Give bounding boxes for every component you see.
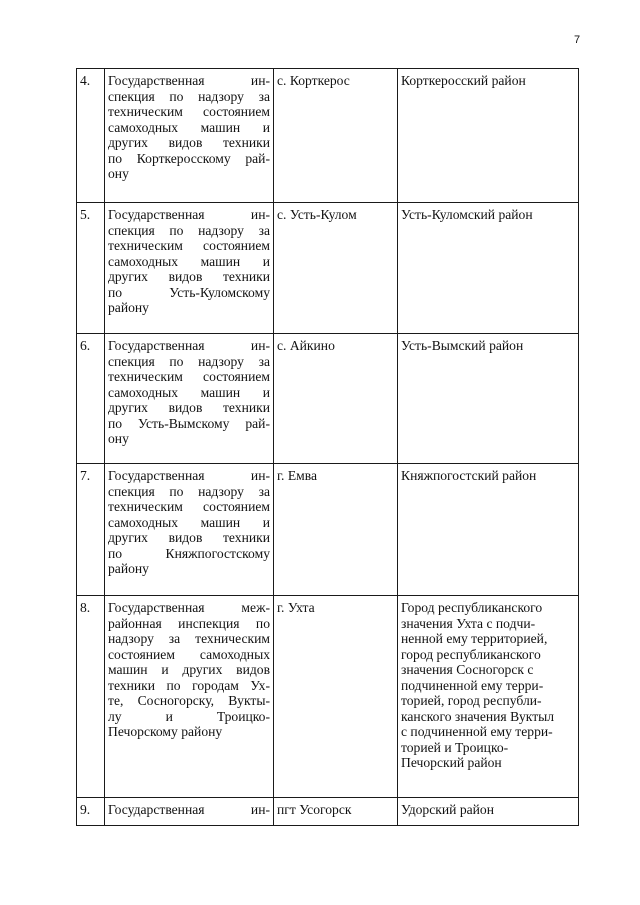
- locality: пгт Усогорск: [274, 798, 398, 826]
- row-number: 6.: [77, 334, 105, 464]
- district: Город республиканского значения Ухта с подчи- ненной ему территорией, город республиканского значения Сосногорск с подчиненной ему терри- торией, город республи- канского значения Вуктыл с подчиненной ему терри- торией и Троицко- Печорский район: [398, 596, 579, 798]
- inspection-name: Государственная ин-: [105, 798, 274, 826]
- inspection-name: Государственная ин- спекция по надзору за техническим состоянием самоходных машин и других видов техники по Корткеросскому рай- ону: [105, 69, 274, 203]
- locality: с. Усть-Кулом: [274, 203, 398, 334]
- page-number: 7: [574, 34, 581, 46]
- table-row: [77, 69, 579, 203]
- row-number: 7.: [77, 464, 105, 596]
- district: Удорский район: [398, 798, 579, 826]
- locality: г. Ухта: [274, 596, 398, 798]
- inspections-table: [76, 68, 579, 826]
- table-row: [77, 334, 579, 464]
- district: Усть-Куломский район: [398, 203, 579, 334]
- row-number: 4.: [77, 69, 105, 203]
- table-row: [77, 596, 579, 798]
- row-number: 8.: [77, 596, 105, 798]
- inspection-name: Государственная ин- спекция по надзору за техническим состоянием самоходных машин и других видов техники по Усть-Куломскому району: [105, 203, 274, 334]
- table-row: [77, 203, 579, 334]
- inspection-name: Государственная меж- районная инспекция по надзору за техническим состоянием самоходных машин и других видов техники по городам Ух- те, Сосногорску, Вукты- лу и Троицко- Печорскому району: [105, 596, 274, 798]
- district: Корткеросский район: [398, 69, 579, 203]
- district: Княжпогостский район: [398, 464, 579, 596]
- locality: г. Емва: [274, 464, 398, 596]
- district: Усть-Вымский район: [398, 334, 579, 464]
- table-row: [77, 464, 579, 596]
- inspection-name: Государственная ин- спекция по надзору за техническим состоянием самоходных машин и других видов техники по Усть-Вымскому рай- ону: [105, 334, 274, 464]
- row-number: 9.: [77, 798, 105, 826]
- locality: с. Корткерос: [274, 69, 398, 203]
- inspection-name: Государственная ин- спекция по надзору за техническим состоянием самоходных машин и других видов техники по Княжпогостскому району: [105, 464, 274, 596]
- locality: с. Айкино: [274, 334, 398, 464]
- table-row: [77, 798, 579, 826]
- row-number: 5.: [77, 203, 105, 334]
